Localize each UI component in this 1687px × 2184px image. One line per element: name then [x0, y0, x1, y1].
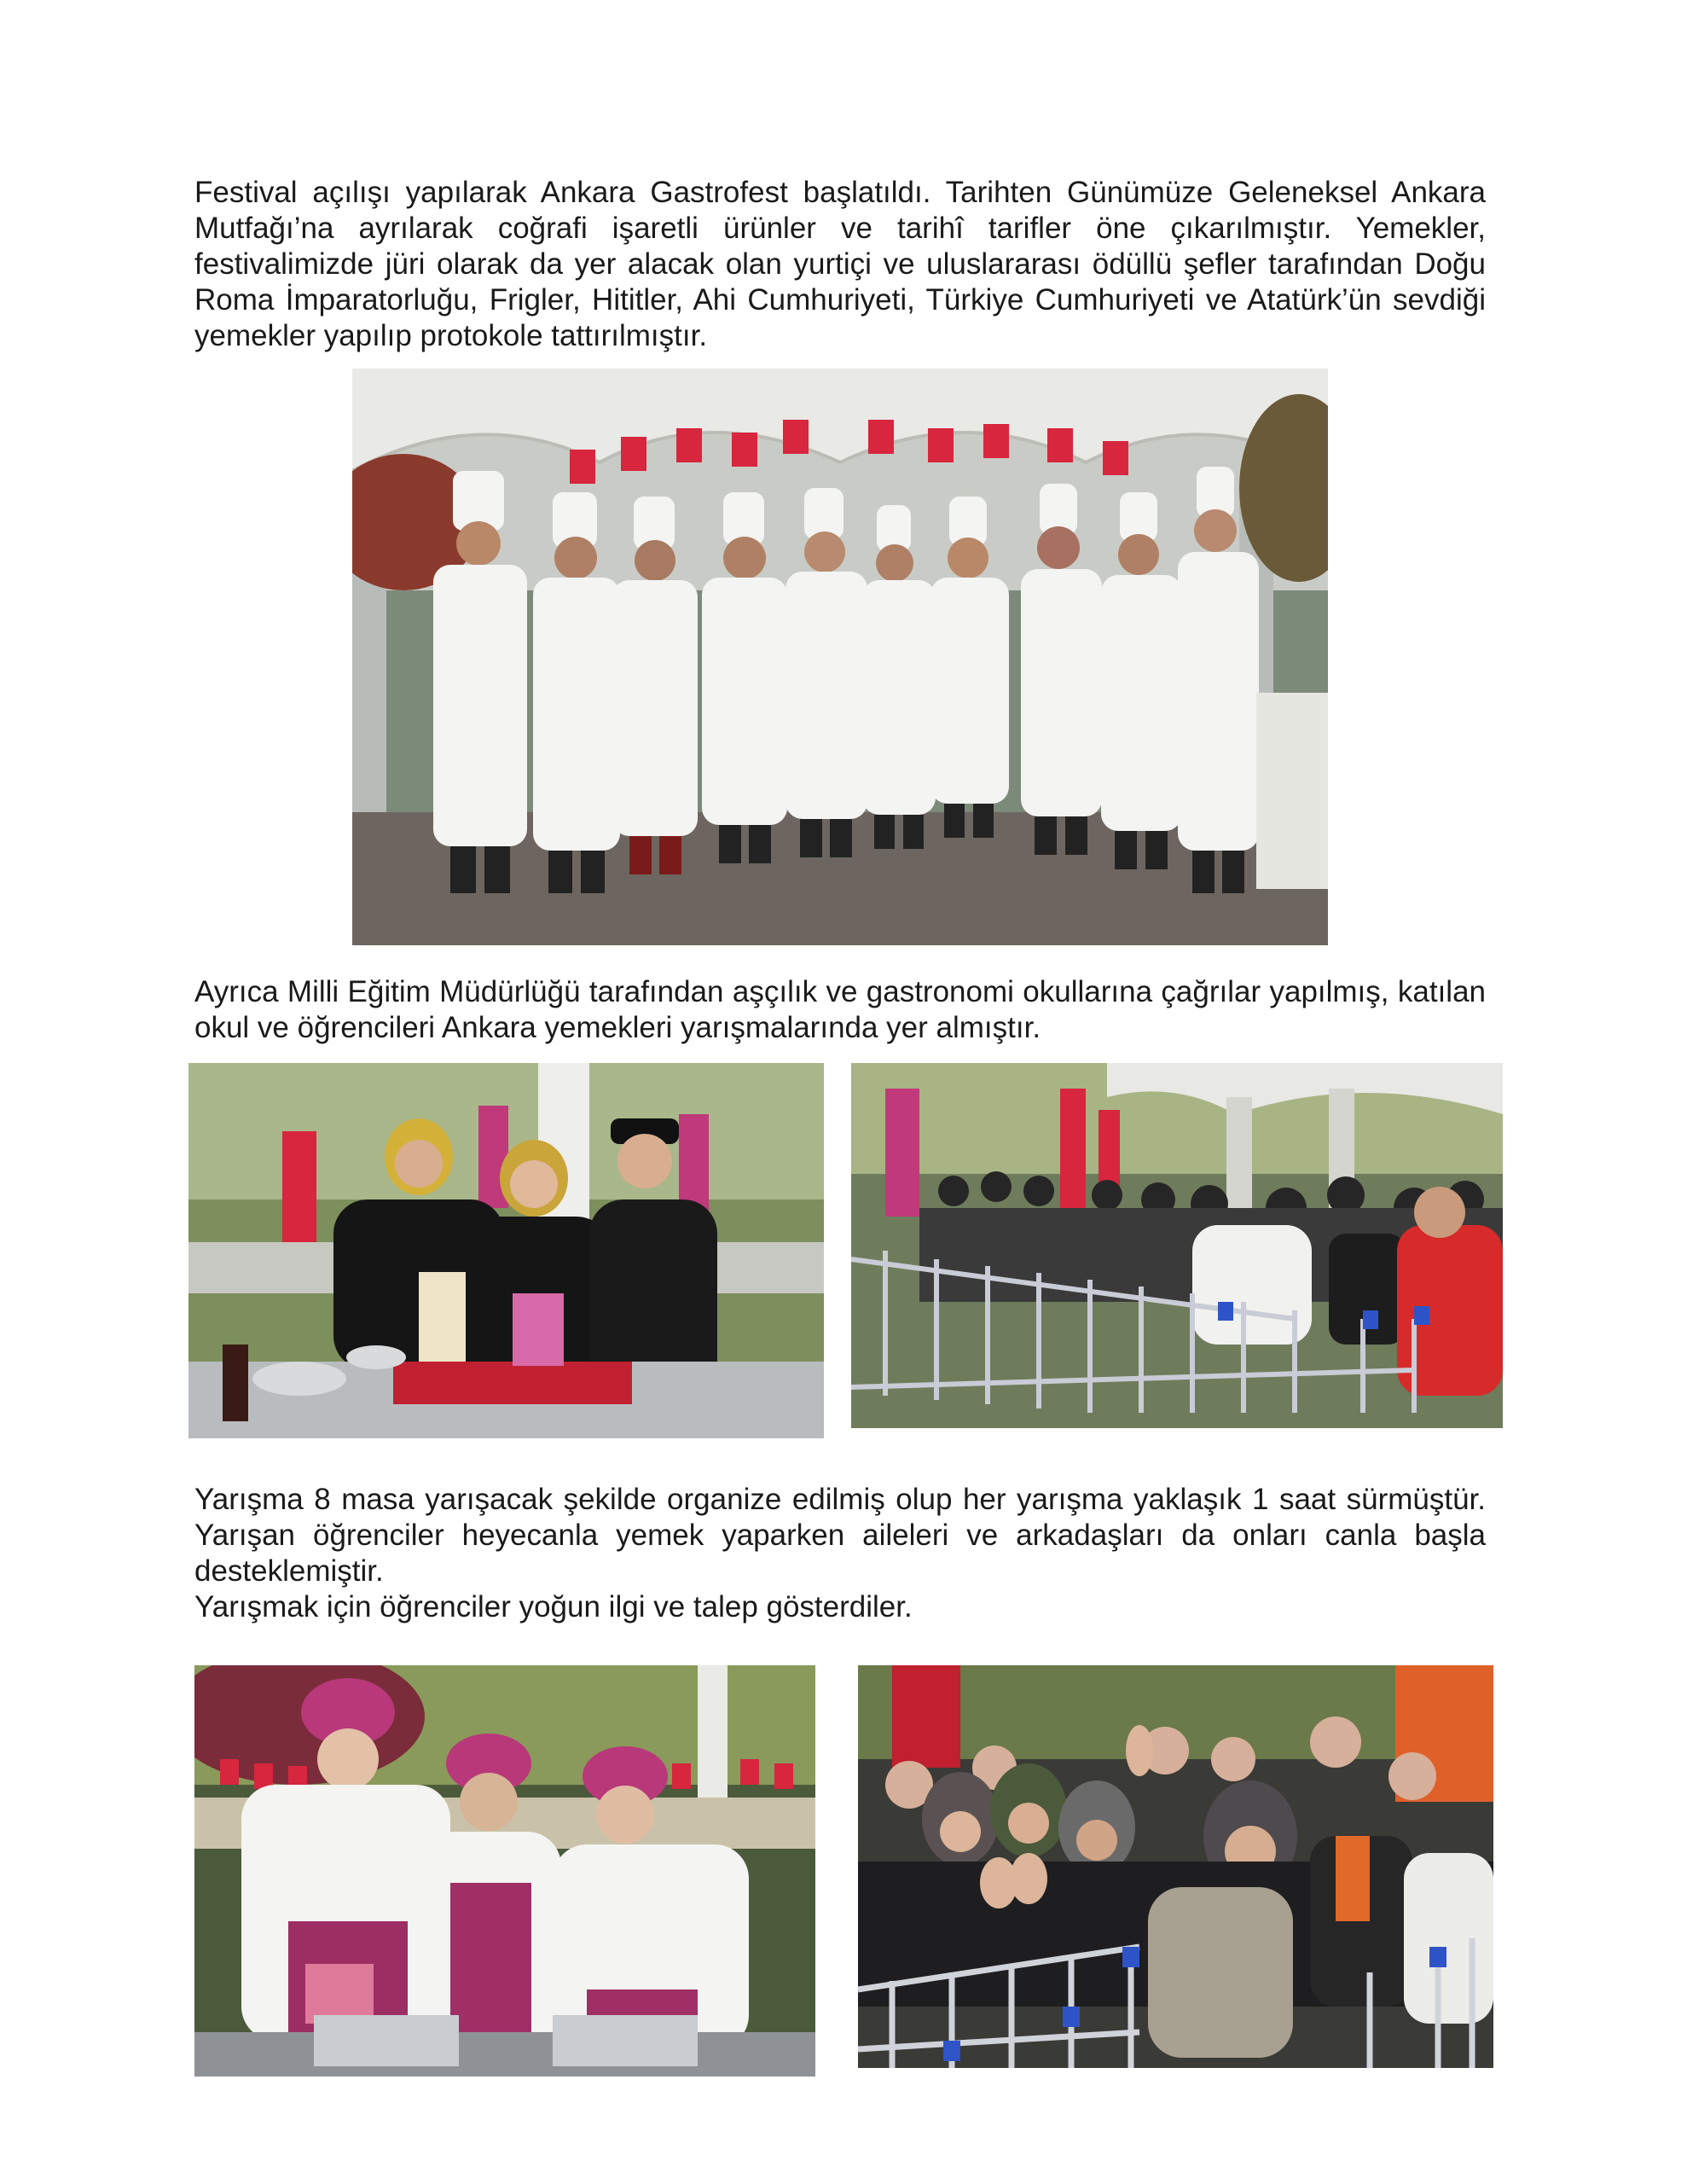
students-pink-hats-photo [194, 1665, 815, 2077]
students-cooking-photo [188, 1063, 824, 1438]
paragraph-schools: Ayrıca Milli Eğitim Müdürlüğü tarafından aşçılık ve gastronomi okullarına çağrılar yapılmış, katılan okul ve öğrencileri Ankara yemekleri yarışmalarında yer almıştır. [194, 975, 1486, 1044]
crowd-at-barrier-photo [851, 1063, 1503, 1428]
chefs-group-photo [352, 369, 1328, 945]
paragraph-competition: Yarışma 8 masa yarışacak şekilde organize edilmiş olup her yarışma yaklaşık 1 saat sürmüştür. Yarışan öğrenciler heyecanla yemek yaparken aileleri ve arkadaşları da onları canla başla desteklemiştir. [194, 1483, 1486, 1588]
crowd-cheering-photo [858, 1665, 1493, 2068]
paragraph-interest: Yarışmak için öğrenciler yoğun ilgi ve talep gösterdiler. [194, 1590, 913, 1623]
paragraph-opening: Festival açılışı yapılarak Ankara Gastrofest başlatıldı. Tarihten Günümüze Geleneksel Ankara Mutfağı’na ayrılarak coğrafi işaretli ürünler ve tarihî tarifler öne çıkarılmıştır. Yemekler, festivalimizde jüri olarak da yer alacak olan yurtiçi ve uluslararası ödüllü şefler tarafından Doğu Roma İmparatorluğu, Frigler, Hititler, Ahi Cumhuriyeti, Türkiye Cumhuriyeti ve Atatürk’ün sevdiği yemekler yapılıp protokole tattırılmıştır. [194, 176, 1486, 352]
